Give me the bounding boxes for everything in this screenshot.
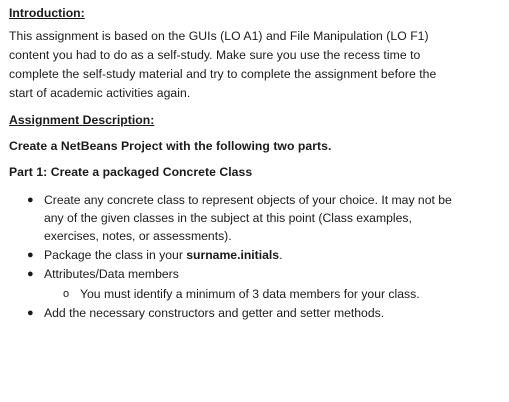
bullet-dot-3: ●	[27, 268, 34, 280]
bullet-2-text	[44, 246, 282, 264]
bullet-1-line-1: Create any concrete class to represent objects of your choice. It may not be	[44, 193, 452, 207]
intro-line-3: complete the self-study material and try to complete the assignment before the	[9, 67, 437, 81]
bullet-4-text: Add the necessary constructors and getter and setter methods.	[44, 306, 385, 320]
assignment-description-heading: Assignment Description:	[9, 113, 155, 127]
part1-title: Part 1: Create a packaged Concrete Class	[9, 165, 253, 179]
introduction-heading: Introduction:	[9, 6, 85, 20]
bullet-dot-1: ●	[27, 194, 34, 206]
bullet-2-bold: surname.initials	[186, 248, 280, 262]
bullet-dot-4: ●	[27, 307, 34, 319]
bullet-2-suffix: .	[279, 248, 283, 262]
bullet-1-line-3: exercises, notes, or assessments).	[44, 229, 232, 243]
intro-line-1: This assignment is based on the GUIs (LO A1) and File Manipulation (LO F1)	[9, 29, 429, 43]
intro-line-2: content you had to do as a self-study. Make sure you use the recess time to	[9, 48, 421, 62]
bullet-3-text: Attributes/Data members	[44, 267, 179, 281]
bullet-1-line-2: any of the given classes in the subject at this point (Class examples,	[44, 211, 412, 225]
assignment-instruction: Create a NetBeans Project with the following two parts.	[9, 139, 332, 153]
sub-bullet-circle: o	[63, 288, 70, 300]
intro-line-4: start of academic activities again.	[9, 86, 191, 100]
bullet-dot-2: ●	[27, 249, 34, 261]
bullet-2-prefix: Package the class in your	[44, 248, 187, 262]
sub-bullet-text: You must identify a minimum of 3 data members for your class.	[80, 287, 420, 301]
